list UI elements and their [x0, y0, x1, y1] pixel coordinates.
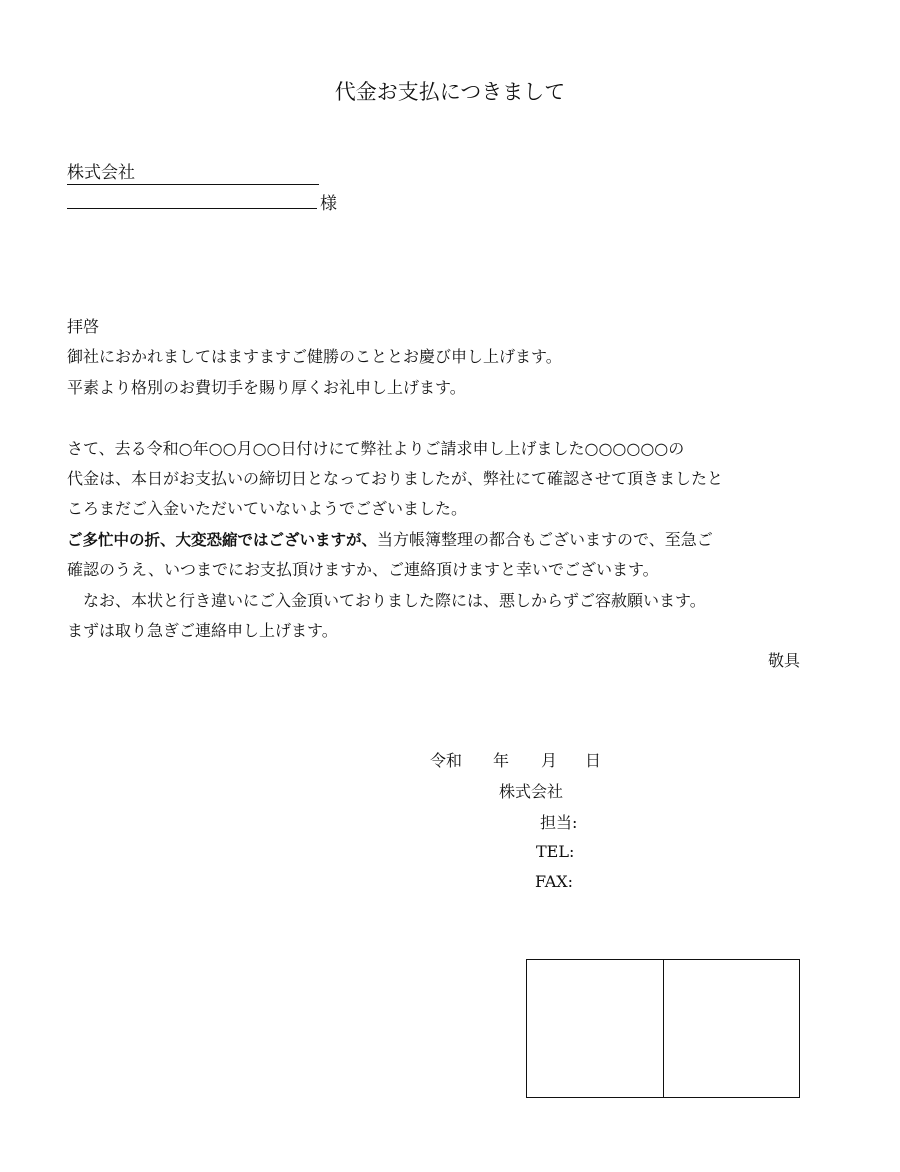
- paragraph-1-line-1: さて、去る令和○年○○月○○日付けにて弊社よりご請求申し上げました○○○○○○の: [67, 438, 685, 458]
- sender-company: 株式会社: [499, 782, 564, 801]
- paragraph-1-line-3: ころまだご入金いただいていないようでございました。: [67, 499, 468, 519]
- blank-line: [67, 403, 807, 433]
- letter-body: [67, 312, 807, 677]
- recipient-name-line: [67, 208, 317, 209]
- document-title: 代金お支払につきまして: [334, 80, 566, 104]
- date-month: 月: [541, 751, 558, 770]
- seal-box-left: [527, 960, 663, 1097]
- date-year: 年: [493, 751, 510, 770]
- sender-person-label: 担当:: [540, 813, 578, 832]
- recipient-company-line: 株式会社: [67, 158, 319, 185]
- sender-fax-label: FAX:: [535, 872, 574, 891]
- paragraph-3: なお、本状と行き違いにご入金頂いておりました際には、悪しからずご容赦願います。: [67, 590, 706, 610]
- seal-boxes: [526, 959, 800, 1098]
- closing-salutation: 敬具: [767, 651, 800, 671]
- emphasized-phrase: ご多忙中の折、大変恐縮ではございますが、: [67, 530, 378, 549]
- paragraph-1-line-2: 代金は、本日がお支払いの締切日となっておりましたが、弊社にて確認させて頂きましたと: [67, 469, 724, 489]
- paragraph-4: まずは取り急ぎご連絡申し上げます。: [67, 621, 338, 641]
- date-era: 令和: [430, 751, 463, 770]
- paragraph-2-line-2: 確認のうえ、いつまでにお支払頂けますか、ご連絡頂けますと幸いでございます。: [67, 560, 659, 580]
- recipient-honorific: 様: [320, 194, 337, 214]
- paragraph-2-line-1-rest: 当方帳簿整理の都合もございますので、至急ご: [377, 529, 713, 549]
- paragraph-2-line-1: [67, 525, 807, 555]
- date-day: 日: [585, 751, 602, 770]
- greeting-line-1: 御社におかれましてはますますご健勝のこととお慶び申し上げます。: [67, 347, 562, 367]
- opening-salutation: 拝啓: [67, 317, 100, 336]
- sender-tel-label: TEL:: [536, 842, 575, 861]
- greeting-line-2: 平素より格別のお費切手を賜り厚くお礼申し上げます。: [67, 377, 466, 397]
- seal-box-right: [663, 960, 800, 1097]
